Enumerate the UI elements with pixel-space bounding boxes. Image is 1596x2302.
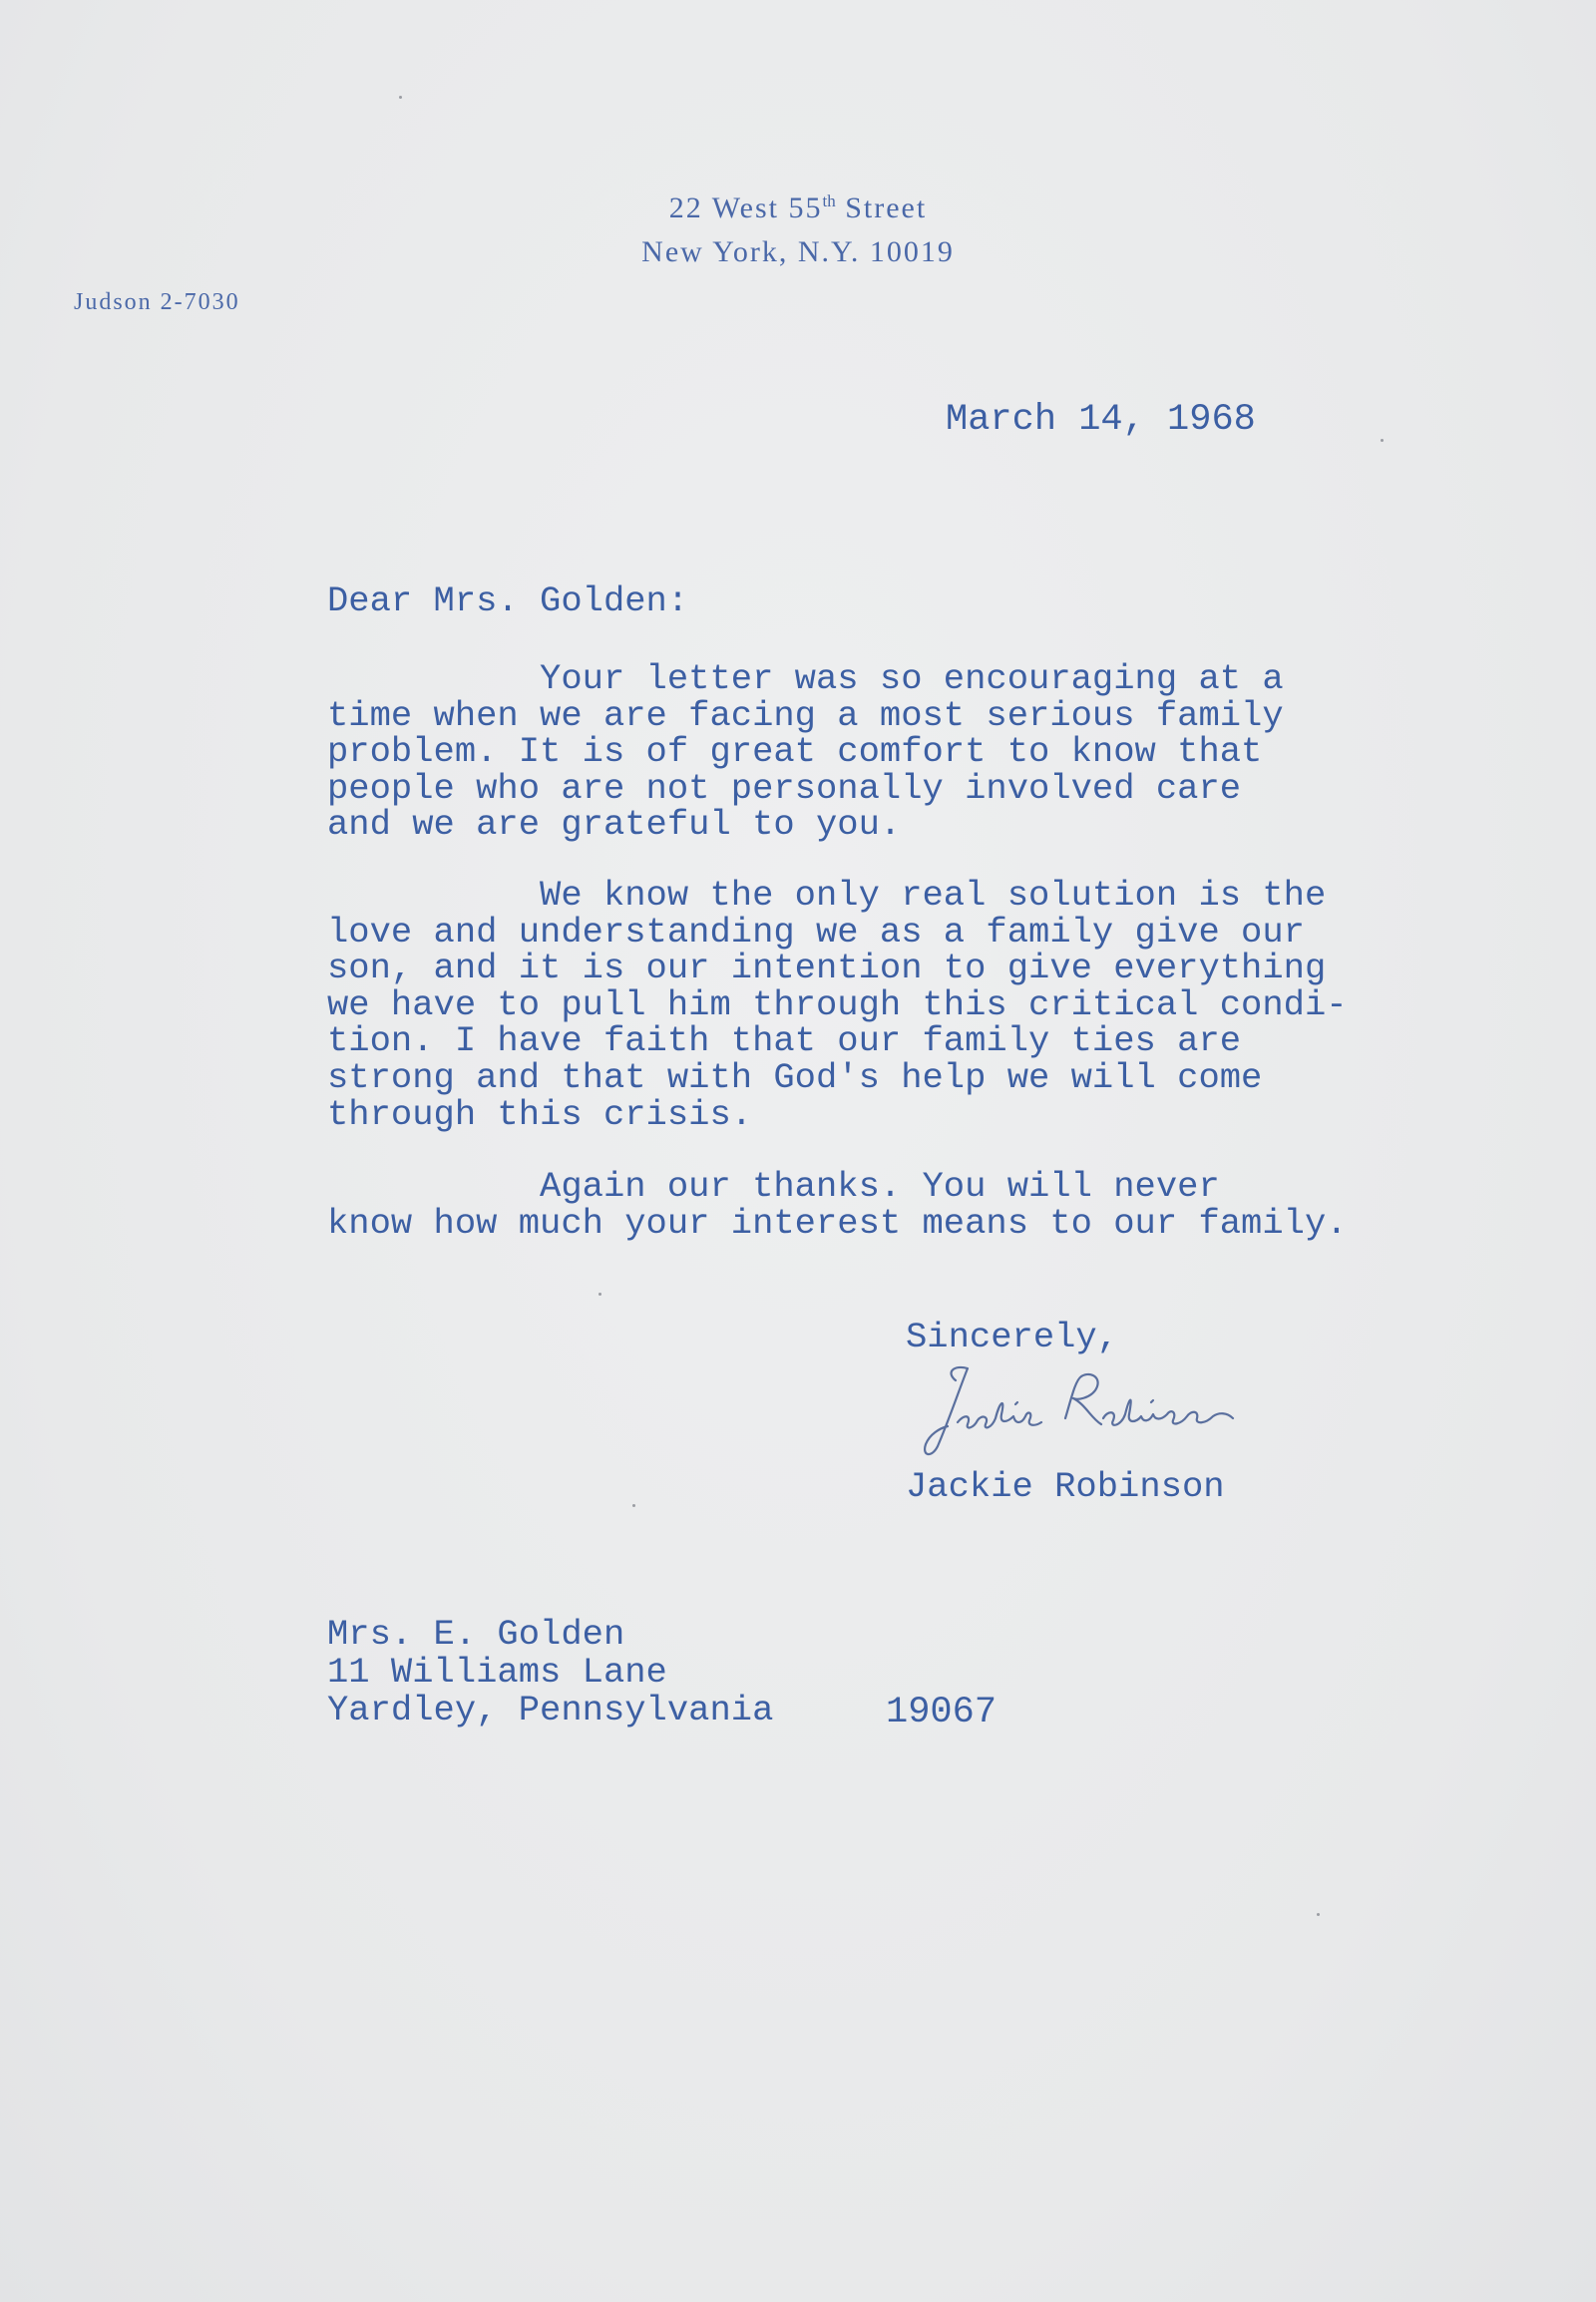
address-line-2: 11 Williams Lane	[327, 1652, 667, 1693]
paper-speck	[632, 1504, 635, 1507]
recipient-address	[327, 1616, 773, 1729]
letterhead	[0, 180, 1596, 274]
address-line-3: Yardley, Pennsylvania	[327, 1690, 774, 1730]
paper-speck	[1381, 439, 1384, 442]
letterhead-street	[0, 180, 1596, 230]
typed-signature-name: Jackie Robinson	[906, 1466, 1225, 1507]
letterhead-phone: Judson 2-7030	[74, 289, 240, 315]
address-zip: 19067	[886, 1692, 998, 1733]
paper-speck	[399, 96, 402, 99]
salutation: Dear Mrs. Golden:	[327, 580, 689, 621]
address-line-1: Mrs. E. Golden	[327, 1614, 625, 1655]
letterhead-street-number: 22 West 55	[668, 192, 823, 224]
closing: Sincerely,	[906, 1317, 1119, 1357]
letter-date: March 14, 1968	[946, 399, 1256, 441]
letterhead-city: New York, N.Y. 10019	[641, 235, 955, 268]
paper-speck	[1317, 1913, 1320, 1916]
letterhead-street-name: Street	[835, 192, 928, 224]
body-paragraph-1: Your letter was so encouraging at a time when we are facing a most serious family problem. It is of great comfort to know that people who are not personally involved care and we are grateful to you.	[327, 658, 1284, 846]
handwritten-signature	[916, 1358, 1245, 1468]
paper-speck	[598, 1293, 601, 1296]
body-paragraph-2: We know the only real solution is the love and understanding we as a family give our son, and it is our intention to give everything we have to pull him through this critical condi- tion. I have faith that our family ties are strong and that with God's help we will come through this crisis.	[327, 875, 1348, 1135]
letterhead-street-ordinal: th	[822, 192, 836, 210]
body-paragraph-3: Again our thanks. You will never know how much your interest means to our family.	[327, 1166, 1348, 1244]
